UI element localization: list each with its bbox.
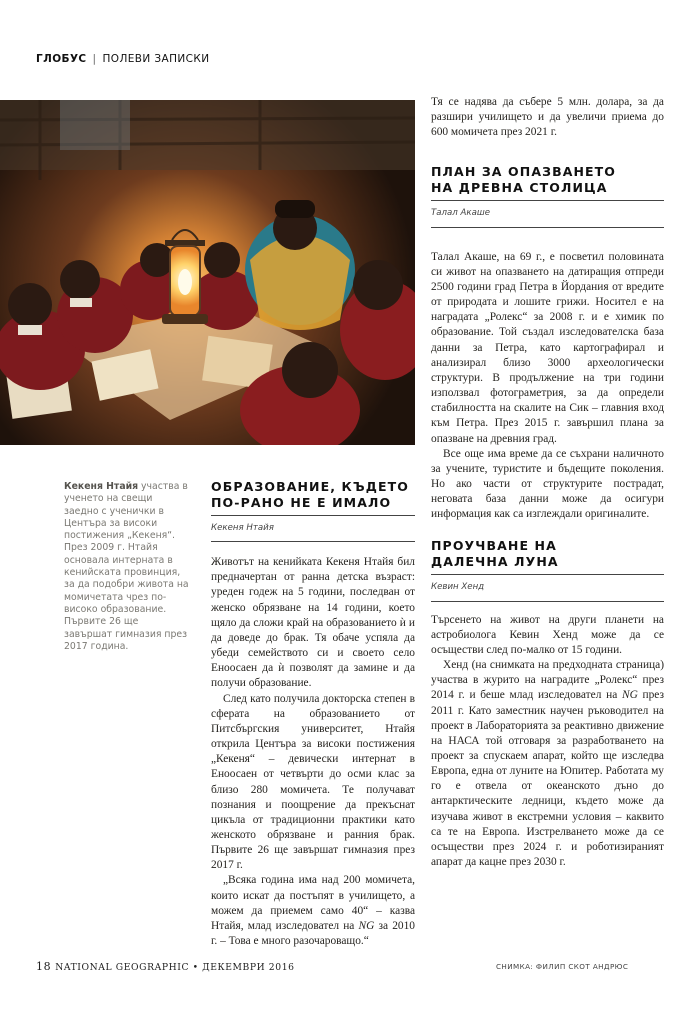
section-education xyxy=(211,479,415,949)
ng-abbrev: NG xyxy=(621,689,638,702)
running-header xyxy=(36,53,210,65)
section-title-line: НА ДРЕВНА СТОЛИЦА xyxy=(431,180,608,196)
students-lantern-illustration xyxy=(0,100,415,445)
paragraph: Търсенето на живот на други планети на астробиолога Кевин Хенд може да се осъществи след по-малко от 15 години. xyxy=(431,613,664,656)
section-title xyxy=(431,164,664,196)
photo-credit: СНИМКА: ФИЛИП СКОТ АНДРЮС xyxy=(496,962,629,971)
section-title-line: ОБРАЗОВАНИЕ, КЪДЕТО xyxy=(211,479,409,494)
paragraph xyxy=(431,658,664,870)
caption-person-name: Кекеня Нтайя xyxy=(64,481,139,492)
section-title-line: ПО-РАНО НЕ Е ИМАЛО xyxy=(211,495,392,510)
paragraph: Животът на кенийката Кекеня Нтайя бил предначертан от ранна детска възраст: уреден годеж на 5 години, последван от женско обрязване на 14 години, което щяло да сложи край на образованието ѝ и да доведе до брак. Тя обаче успяла да убеди семейството си и своето село Еноосаен да ѝ позволят да замине и да получи образование. xyxy=(211,556,415,690)
paragraph: След като получила докторска степен в сферата на образованието от Питсбъргския университет, Нтайя открила Центъра за високи постижения „Кекеня“ – девически интернат в Еноосаен от четвърти до осми клас за близо 280 момичета. Те получават познания и поощрение да прекъснат цикъла от традиционни практики като женското обрязване и ранния брак. Първите 26 ще завършат гимназия през 2017 г. xyxy=(211,692,415,872)
feature-photo xyxy=(0,100,415,445)
section-title-line: ДАЛЕЧНА ЛУНА xyxy=(431,554,559,570)
section-author: Талал Акаше xyxy=(431,208,490,219)
paragraph: Талал Акаше, на 69 г., е посветил половината си живот на опазването на датиращия отпреди 2500 години град Петра в Йордания от вредите от природата и лошите грижи. Носител е на наградата „Ролекс“ за 2008 г. и е химик по образование. Той създал изследователска база данни за Петра, като картографирал и анализирал близо 3000 археологически структури. В продължение на три години използвал фотограметрия, за да определи стабилността на скалите на Сик – главния вход към Петра. През 2015 г. завършил плана за опазване на древния град. xyxy=(431,250,664,445)
header-separator: | xyxy=(92,53,97,65)
page-footer xyxy=(36,960,295,973)
paragraph: Тя се надява да събере 5 млн. долара, за да разшири училището и да увеличи приема до 600 момичета през 2021 г. xyxy=(431,96,664,139)
caption-text: участва в ученето на свещи заедно с ученички в Центъра за високи постижения „Кекеня“. През 2009 г. Нтайя основала интерната в кенийската провинция, за да подобри живота на момичетата чрез по-високо образование. Първите 26 ще завършат гимназия през 2017 година. xyxy=(64,481,189,652)
right-column xyxy=(431,95,664,870)
section-title xyxy=(431,538,664,570)
paragraph-text: през 2011 г. Като заместник научен ръководител на проект в Лабораторията за реактивно движение на НАСА той отговаря за разработването на проект за спускаем апарат, който ще изследва Европа, една от луните на Юпитер. Работата му го е отвела от океанското дъно до антарктическите ледници, където може да изучава живот в екстремни условия – каквито са те на Европа. Изстрелването може да се осъществи през 2024 г. и роботизираният апарат да кацне през 2030 г. xyxy=(431,689,664,869)
section-title-line: ПЛАН ЗА ОПАЗВАНЕТО xyxy=(431,164,617,180)
ng-abbrev: NG xyxy=(358,919,375,932)
paragraph xyxy=(211,873,415,949)
section-author: Кекеня Нтайя xyxy=(211,523,274,533)
subsection-name: ПОЛЕВИ ЗАПИСКИ xyxy=(102,53,210,65)
paragraph-text: „Всяка година има над 200 момичета, които искат да постъпят в училището, а можем да приемем само 40“ – казва Нтайя, млад изследовател на xyxy=(211,874,415,932)
section-author: Кевин Хенд xyxy=(431,582,485,593)
title-rule xyxy=(431,200,664,201)
section-title xyxy=(211,479,415,511)
section-title-line: ПРОУЧВАНЕ НА xyxy=(431,538,557,554)
title-rule xyxy=(211,515,415,516)
paragraph: Все още има време да се съхрани наличното за учените, туристите и бъдещите поколения. Но ако части от структурите пострадат, неговата база данни може да осигури информация как са изглеждали оригиналите. xyxy=(431,447,664,521)
title-rule xyxy=(431,574,664,575)
photo-caption xyxy=(64,481,189,653)
magazine-issue: NATIONAL GEOGRAPHIC • ДЕКЕМВРИ 2016 xyxy=(55,962,295,973)
page-number: 18 xyxy=(36,960,52,973)
paragraph-text: Хенд (на снимката на предходната страница) участва в журито на наградите „Ролекс“ през 2014 г. и беше млад изследовател на xyxy=(431,659,664,702)
section-name: ГЛОБУС xyxy=(36,53,87,65)
paragraph-text: за 2010 г. – Това е много разочароващо.“ xyxy=(211,919,415,948)
